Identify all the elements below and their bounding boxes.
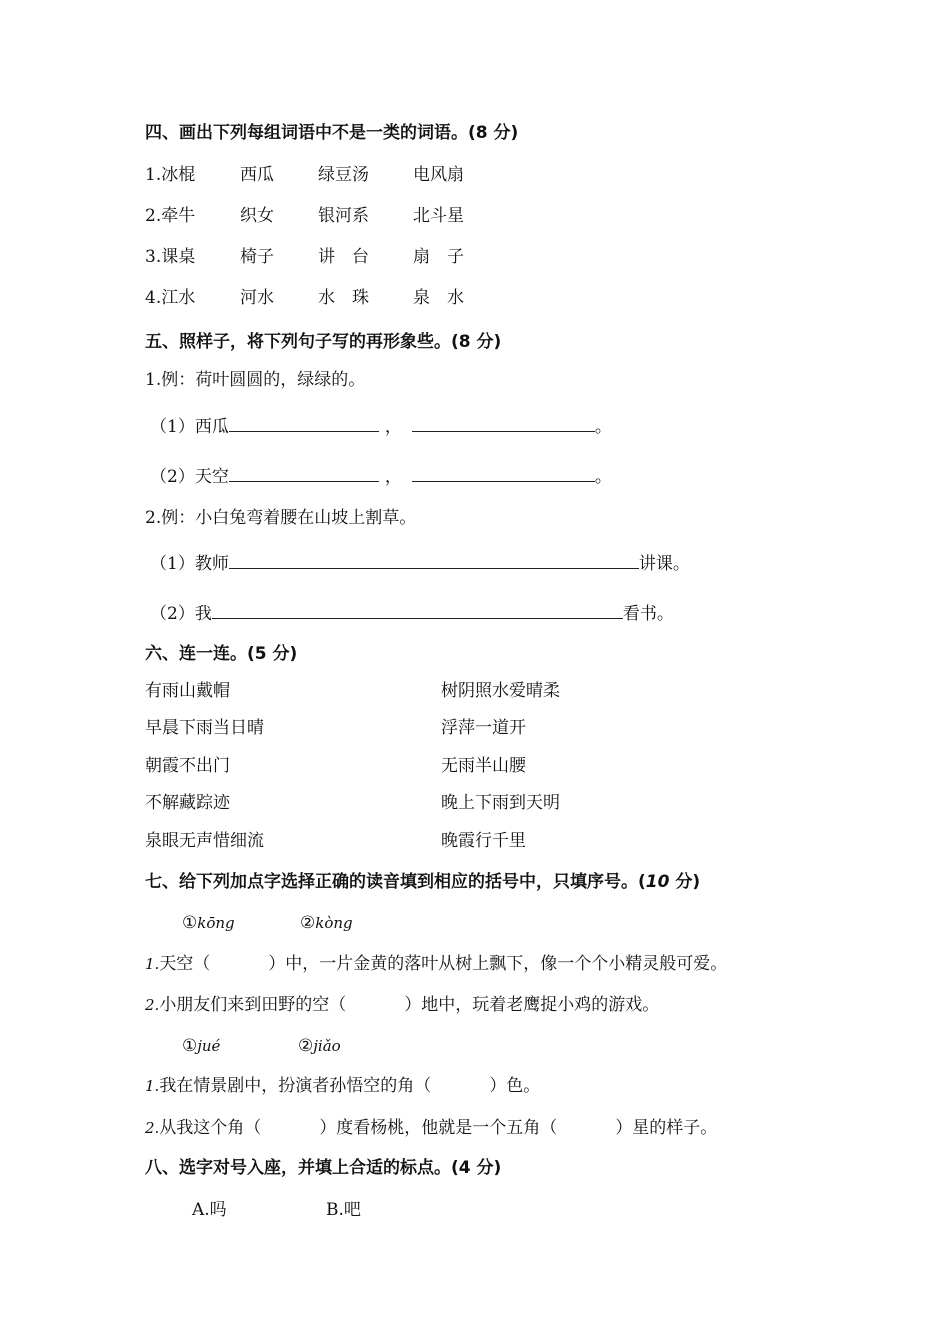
choice-a: A.吗	[192, 1200, 227, 1220]
s4-row2-w3: 银河系	[318, 206, 369, 226]
s7-q1	[145, 956, 727, 973]
s7-q2	[145, 997, 659, 1014]
s4-row1-w4: 电风扇	[413, 165, 464, 185]
option-marker: ②	[300, 913, 316, 933]
section-7-title	[145, 874, 700, 891]
s5-q2a-label: （1）教师	[150, 554, 229, 574]
s5-q2b	[150, 603, 674, 623]
s4-row2-w2: 织女	[240, 206, 274, 226]
question-number: 1.	[145, 955, 160, 973]
question-text: ）地中，玩着老鹰捉小鸡的游戏。	[404, 995, 660, 1015]
s5-q1a-label: （1）西瓜	[150, 417, 229, 437]
pinyin-text: jué	[197, 1037, 221, 1055]
answer-blank[interactable]	[412, 416, 595, 432]
s4-row1-w3: 绿豆汤	[318, 165, 369, 185]
option-marker: ①	[182, 1036, 198, 1056]
section-5-title: 五、照样子，将下列句子写的再形象些。(8 分)	[145, 332, 502, 352]
question-number: 2.	[145, 1119, 160, 1137]
option-marker: ①	[182, 913, 198, 933]
question-text: ）星的样子。	[615, 1118, 718, 1138]
s5-q2b-label: （2）我	[150, 604, 212, 624]
s5-q2a-tail: 讲课。	[638, 554, 690, 574]
s7-title-unit: 分)	[669, 872, 701, 892]
match-left-item[interactable]: 早晨下雨当日晴	[145, 718, 264, 738]
section-4-title: 四、画出下列每组词语中不是一类的词语。(8 分)	[145, 123, 519, 143]
s4-row4-w2: 河水	[240, 288, 274, 308]
s7-q4	[145, 1120, 717, 1137]
pinyin-option-1	[182, 915, 235, 932]
section-8-title: 八、选字对号入座，并填上合适的标点。(4 分)	[145, 1158, 502, 1178]
answer-blank[interactable]	[229, 416, 379, 432]
answer-blank[interactable]	[229, 553, 639, 569]
s4-row1-w1: 1.冰棍	[145, 165, 196, 185]
question-text: 天空（	[159, 954, 211, 974]
pinyin-text: kòng	[315, 914, 353, 932]
s7-title-score: 10	[645, 872, 670, 892]
s5-example-1: 1.例：荷叶圆圆的，绿绿的。	[145, 370, 366, 390]
match-right-item[interactable]: 无雨半山腰	[441, 756, 526, 776]
s4-row3-w3: 讲 台	[318, 247, 369, 267]
s4-row4-w1: 4.江水	[145, 288, 196, 308]
s5-q1b	[150, 466, 612, 486]
option-marker: ②	[298, 1036, 314, 1056]
question-text: ）色。	[489, 1076, 541, 1096]
pinyin-option-4	[298, 1038, 341, 1055]
s5-q1b-label: （2）天空	[150, 467, 229, 487]
pinyin-text: jiǎo	[313, 1037, 341, 1055]
s7-q3	[145, 1078, 540, 1095]
match-right-item[interactable]: 树阴照水爱晴柔	[441, 681, 560, 701]
match-left-item[interactable]: 泉眼无声惜细流	[145, 831, 264, 851]
period: 。	[594, 417, 612, 437]
s4-row3-w2: 椅子	[240, 247, 274, 267]
period: 。	[594, 467, 612, 487]
s4-row3-w4: 扇 子	[413, 247, 464, 267]
s4-row4-w3: 水 珠	[318, 288, 369, 308]
s7-title-text: 七、给下列加点字选择正确的读音填到相应的括号中，只填序号。(	[145, 872, 646, 892]
s4-row2-w1: 2.牵牛	[145, 206, 196, 226]
comma: ，	[384, 467, 402, 487]
s5-example-2: 2.例：小白兔弯着腰在山坡上割草。	[145, 508, 417, 528]
pinyin-text: kōng	[197, 914, 235, 932]
answer-blank[interactable]	[212, 603, 623, 619]
pinyin-option-3	[182, 1038, 220, 1055]
answer-blank[interactable]	[412, 466, 595, 482]
s5-q2a	[150, 553, 690, 573]
comma: ，	[384, 417, 402, 437]
pinyin-option-2	[300, 915, 353, 932]
question-text: ）度看杨桃，他就是一个五角（	[319, 1118, 558, 1138]
s4-row4-w4: 泉 水	[413, 288, 464, 308]
match-left-item[interactable]: 有雨山戴帽	[145, 681, 230, 701]
question-text: 我在情景剧中，扮演者孙悟空的角（	[159, 1076, 432, 1096]
question-text: 小朋友们来到田野的空（	[159, 995, 347, 1015]
match-right-item[interactable]: 晚上下雨到天明	[441, 793, 560, 813]
s4-row2-w4: 北斗星	[413, 206, 464, 226]
match-right-item[interactable]: 晚霞行千里	[441, 831, 526, 851]
match-left-item[interactable]: 朝霞不出门	[145, 756, 230, 776]
answer-blank[interactable]	[229, 466, 379, 482]
s5-q2b-tail: 看书。	[622, 604, 674, 624]
question-text: ）中，一片金黄的落叶从树上飘下，像一个个小精灵般可爱。	[268, 954, 728, 974]
s4-row3-w1: 3.课桌	[145, 247, 196, 267]
choice-b: B.吧	[326, 1200, 361, 1220]
question-number: 1.	[145, 1077, 160, 1095]
question-number: 2.	[145, 996, 160, 1014]
match-left-item[interactable]: 不解藏踪迹	[145, 793, 230, 813]
s4-row1-w2: 西瓜	[240, 165, 274, 185]
section-6-title: 六、连一连。(5 分)	[145, 644, 298, 664]
s5-q1a	[150, 416, 612, 436]
question-text: 从我这个角（	[159, 1118, 262, 1138]
match-right-item[interactable]: 浮萍一道开	[441, 718, 526, 738]
